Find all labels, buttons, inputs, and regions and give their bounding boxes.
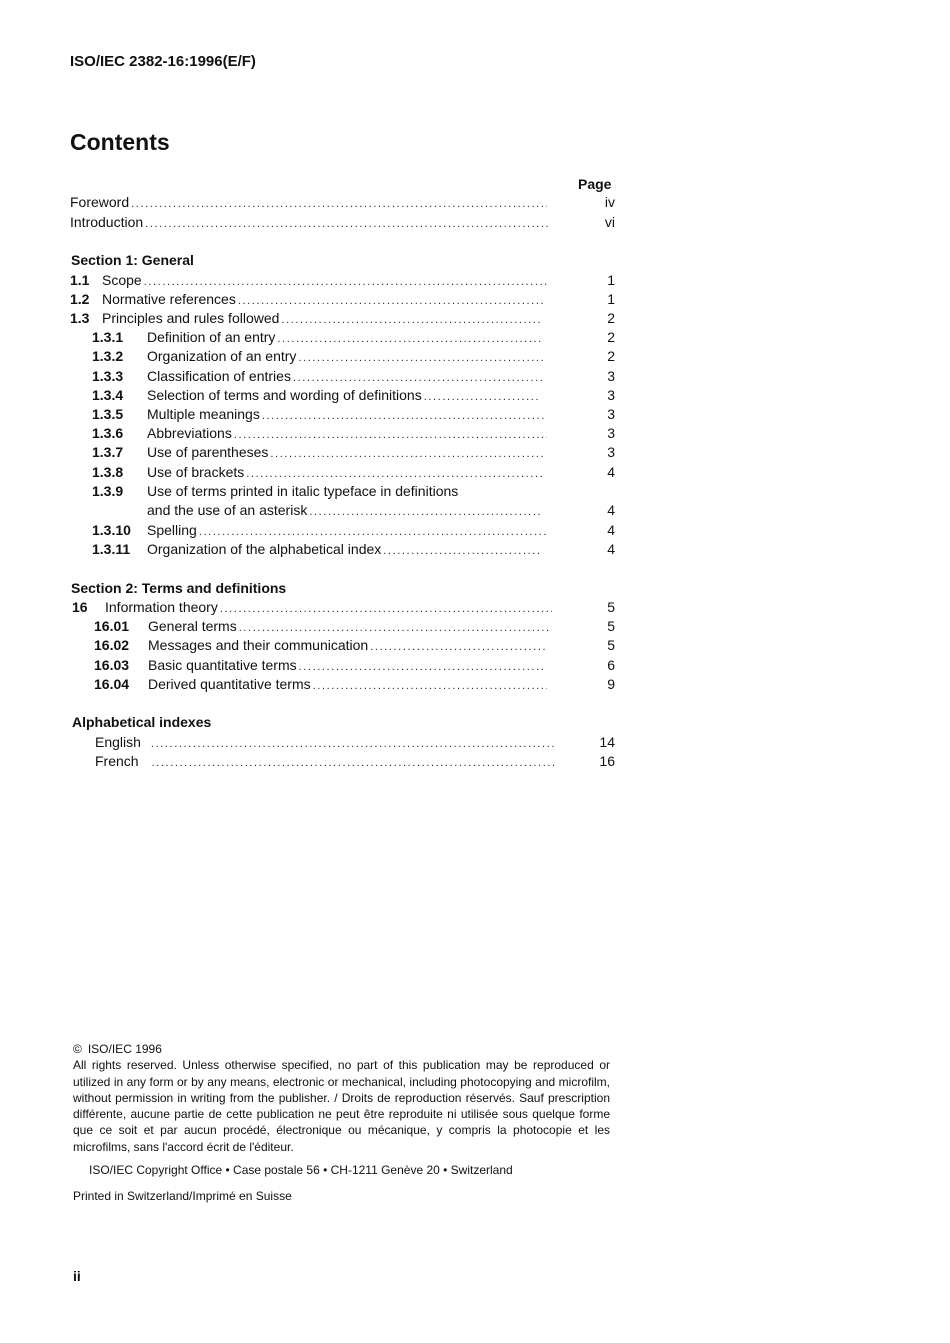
- toc-entry[interactable]: [70, 636, 615, 655]
- toc-entry-index-french[interactable]: [70, 752, 615, 771]
- toc-entry-number: 16.01: [94, 618, 130, 634]
- copyright-line: [73, 1041, 610, 1057]
- toc-entry-title: Introduction: [70, 214, 144, 230]
- copyright-office-address: ISO/IEC Copyright Office • Case postale 56 • CH-1211 Genève 20 • Switzerland: [89, 1163, 513, 1177]
- toc-entry-introduction[interactable]: [70, 213, 615, 232]
- dot-leader: [383, 542, 541, 561]
- toc-entry-page: vi: [604, 214, 615, 230]
- toc-entry-number: 1.3: [70, 310, 90, 326]
- toc-entry-number: 1.3.4: [92, 387, 124, 403]
- dot-leader: [152, 754, 555, 773]
- toc-entry-page: 4: [607, 502, 615, 518]
- toc-entry[interactable]: [70, 656, 615, 675]
- toc-entry-page: 3: [607, 406, 615, 422]
- copyright-text: All rights reserved. Unless otherwise specified, no part of this publication may be reproduced or utilized in any form or by any means, electronic or mechanical, including photocopying and microfilm, without permission in writing from the publisher. / Droits de reproduction réservés. Sauf prescription différente, aucune partie de cette publication ne peut être reproduite ni utilisée sous quelque forme que ce soit et par aucun procédé, électronique ou mécanique, y compris la photocopie et les microfilms, sans l'accord écrit de l'éditeur.: [73, 1058, 610, 1154]
- toc-entry-title: Use of brackets: [147, 464, 245, 480]
- toc-entry-title: Organization of the alphabetical index: [147, 541, 382, 557]
- toc-entry-title: Basic quantitative terms: [148, 657, 297, 673]
- toc-entry-number: 1.2: [70, 291, 90, 307]
- toc-entry-page: 5: [607, 637, 615, 653]
- toc-entry-title: Use of terms printed in italic typeface in definitions: [147, 483, 459, 499]
- toc-entry-continuation[interactable]: [70, 501, 615, 520]
- toc-entry-title: Derived quantitative terms: [148, 676, 311, 692]
- toc-entry-title: Classification of entries: [147, 368, 291, 384]
- toc-entry-number: 16.03: [94, 657, 130, 673]
- toc-entry-page: 6: [607, 657, 615, 673]
- toc-entry-page: 3: [607, 425, 615, 441]
- toc-entry-number: 16.04: [94, 676, 130, 692]
- toc-entry-index-english[interactable]: [70, 733, 615, 752]
- toc-entry[interactable]: [70, 290, 615, 309]
- toc-entry[interactable]: [70, 309, 615, 328]
- toc-entry-page: 4: [607, 522, 615, 538]
- section-heading-general: Section 1: General: [71, 252, 194, 268]
- toc-entry-number: 1.3.5: [92, 406, 124, 422]
- toc-entry[interactable]: [70, 405, 615, 424]
- toc-entry-title: Selection of terms and wording of definitions: [147, 387, 422, 403]
- dot-leader: [309, 503, 541, 522]
- toc-entry-title: General terms: [148, 618, 237, 634]
- dot-leader: [370, 638, 545, 657]
- toc-entry-page: 14: [599, 734, 615, 750]
- toc-entry-number: 1.1: [70, 272, 90, 288]
- toc-entry[interactable]: [70, 482, 615, 501]
- toc-entry-page: 4: [607, 464, 615, 480]
- toc-entry-foreword[interactable]: [70, 193, 615, 212]
- toc-entry-title: Multiple meanings: [147, 406, 260, 422]
- toc-entry[interactable]: [70, 463, 615, 482]
- toc-entry-title: and the use of an asterisk: [147, 502, 308, 518]
- toc-entry-page: 1: [607, 272, 615, 288]
- toc-entry-title: Spelling: [147, 522, 197, 538]
- toc-entry-title: Foreword: [70, 194, 130, 210]
- toc-entry-number: 1.3.11: [92, 541, 131, 557]
- toc-entry-number: 1.3.10: [92, 522, 131, 538]
- toc-entry-title: Scope: [102, 272, 142, 288]
- toc-entry-page: 1: [607, 291, 615, 307]
- document-header-code: ISO/IEC 2382-16:1996(E/F): [70, 53, 256, 70]
- toc-entry-page: 5: [607, 599, 615, 615]
- toc-entry-number: 16: [72, 599, 88, 615]
- toc-entry-page: 2: [607, 348, 615, 364]
- toc-entry-title: English: [95, 734, 141, 750]
- toc-entry[interactable]: [70, 386, 615, 405]
- toc-entry-title: Information theory: [105, 599, 218, 615]
- toc-entry-number: 1.3.7: [92, 444, 124, 460]
- printed-in-note: Printed in Switzerland/Imprimé en Suisse: [73, 1189, 292, 1203]
- toc-entry-title: French: [95, 753, 139, 769]
- toc-entry-page: 16: [599, 753, 615, 769]
- toc-entry[interactable]: [70, 598, 615, 617]
- dot-leader: [298, 349, 545, 368]
- toc-entry-title: Messages and their communication: [148, 637, 369, 653]
- toc-entry-number: 1.3.2: [92, 348, 124, 364]
- toc-entry-page: 2: [607, 310, 615, 326]
- page-column-header: Page: [578, 176, 612, 192]
- section-heading-alphabetical-indexes: Alphabetical indexes: [72, 714, 212, 730]
- dot-leader: [270, 445, 544, 464]
- toc-entry[interactable]: [70, 675, 615, 694]
- toc-entry-title: Principles and rules followed: [102, 310, 280, 326]
- toc-entry-page: iv: [604, 194, 615, 210]
- toc-entry-page: 3: [607, 387, 615, 403]
- toc-entry-page: 3: [607, 444, 615, 460]
- toc-entry[interactable]: [70, 347, 615, 366]
- toc-entry-page: 4: [607, 541, 615, 557]
- toc-entry-title: Abbreviations: [147, 425, 232, 441]
- toc-entry-title: Use of parentheses: [147, 444, 269, 460]
- toc-entry-number: 1.3.6: [92, 425, 124, 441]
- toc-entry-page: 9: [607, 676, 615, 692]
- toc-entry[interactable]: [70, 271, 615, 290]
- toc-entry-page: 3: [607, 368, 615, 384]
- dot-leader: [313, 677, 547, 696]
- toc-entry[interactable]: [70, 328, 615, 347]
- toc-entry[interactable]: [70, 424, 615, 443]
- toc-entry[interactable]: [70, 443, 615, 462]
- toc-entry[interactable]: [70, 367, 615, 386]
- toc-entry-number: 1.3.8: [92, 464, 124, 480]
- copyright-notice: [73, 1041, 610, 1155]
- copyright-symbol: ©: [73, 1042, 82, 1056]
- toc-entry-title: Definition of an entry: [147, 329, 276, 345]
- toc-entry-number: 1.3.9: [92, 483, 124, 499]
- page-title: Contents: [70, 129, 170, 155]
- section-heading-terms-and-definitions: Section 2: Terms and definitions: [71, 580, 287, 596]
- dot-leader: [131, 195, 547, 214]
- toc-entry-number: 1.3.1: [92, 329, 124, 345]
- toc-entry-number: 1.3.3: [92, 368, 124, 384]
- toc-entry-page: 2: [607, 329, 615, 345]
- toc-entry[interactable]: [70, 540, 615, 559]
- toc-entry-page: 5: [607, 618, 615, 634]
- toc-entry[interactable]: [70, 617, 615, 636]
- toc-entry-title: Normative references: [102, 291, 236, 307]
- toc-entry-title: Organization of an entry: [147, 348, 297, 364]
- dot-leader: [145, 215, 551, 234]
- copyright-holder: ISO/IEC 1996: [87, 1042, 162, 1056]
- toc-entry[interactable]: [70, 521, 615, 540]
- page-number: ii: [73, 1268, 81, 1284]
- toc-entry-number: 16.02: [94, 637, 130, 653]
